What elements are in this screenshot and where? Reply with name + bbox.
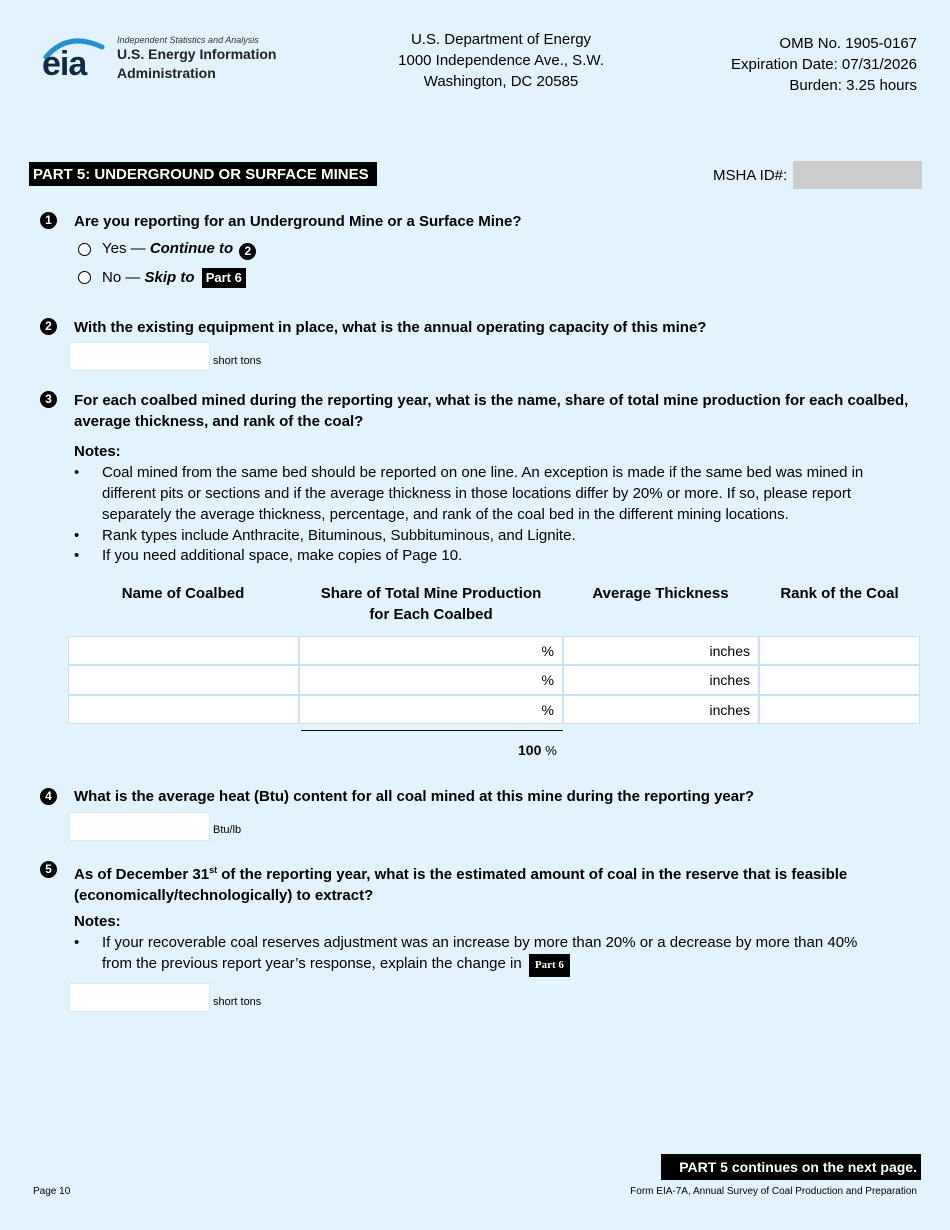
- question-5-line1: As of December 31st of the reporting year, what is the estimated amount of coal in the reserve that is feasible: [74, 865, 848, 883]
- heat-content-input[interactable]: [69, 812, 210, 841]
- agency-address-line1: 1000 Independence Ave., S.W.: [398, 52, 604, 69]
- reserve-input[interactable]: [69, 983, 210, 1012]
- share-unit-3: %: [541, 702, 554, 718]
- share-total-unit: %: [545, 743, 557, 758]
- logo-tagline: Independent Statistics and Analysis: [117, 35, 259, 45]
- question-number-5: 5: [40, 861, 57, 878]
- thickness-input-3[interactable]: [563, 695, 759, 724]
- question-number-1: 1: [40, 212, 57, 229]
- radio-yes[interactable]: [78, 243, 91, 256]
- agency-dept: U.S. Department of Energy: [410, 31, 592, 48]
- rank-input-3[interactable]: [759, 695, 920, 724]
- option-yes-label: Yes —: [102, 240, 150, 257]
- continues-banner: PART 5 continues on the next page.: [661, 1154, 921, 1180]
- capacity-unit: short tons: [213, 355, 262, 367]
- col-header-name: Name of Coalbed: [121, 585, 245, 602]
- option-yes-action: Continue to: [149, 240, 234, 257]
- page-number: Page 10: [33, 1186, 71, 1197]
- col-header-rank: Rank of the Coal: [780, 585, 899, 602]
- thickness-unit-2: inches: [709, 672, 750, 688]
- logo-name-line2: Administration: [117, 65, 216, 81]
- share-total-value: 100: [518, 742, 542, 758]
- agency-address: [360, 29, 642, 92]
- share-unit-1: %: [541, 643, 554, 659]
- continue-to-2-badge: 2: [239, 243, 256, 260]
- eia-logo: [40, 33, 110, 81]
- rank-input-2[interactable]: [759, 665, 920, 695]
- option-yes: [102, 240, 256, 260]
- coalbed-table: [68, 636, 920, 724]
- q3-note-2: • Rank types include Anthracite, Bituminous, Subbituminous, and Lignite.: [74, 527, 576, 544]
- q5-note-1-line1: If your recoverable coal reserves adjustment was an increase by more than 20% or a decrease by more than 40%: [102, 934, 858, 951]
- question-1-text: Are you reporting for an Underground Mine or a Surface Mine?: [74, 213, 522, 230]
- msha-id-input[interactable]: [793, 161, 922, 189]
- coalbed-name-input-3[interactable]: [68, 695, 299, 724]
- option-no: [102, 268, 246, 288]
- thickness-input-1[interactable]: [563, 636, 759, 665]
- question-number-4: 4: [40, 788, 57, 805]
- option-no-label: No —: [102, 269, 145, 286]
- q3-notes-label: Notes:: [74, 443, 121, 460]
- msha-label: MSHA ID#:: [713, 167, 788, 184]
- question-3-line2: average thickness, and rank of the coal?: [74, 413, 364, 430]
- question-4-text: What is the average heat (Btu) content for all coal mined at this mine during the reporting year?: [74, 788, 755, 805]
- share-input-3[interactable]: [299, 695, 563, 724]
- capacity-input[interactable]: [69, 342, 210, 371]
- q3-note-3-text: If you need additional space, make copies of Page 10.: [102, 547, 463, 564]
- heat-content-unit: Btu/lb: [213, 824, 242, 836]
- logo-name-line1: U.S. Energy Information: [117, 46, 277, 62]
- coalbed-name-input-2[interactable]: [68, 665, 299, 695]
- thickness-unit-1: inches: [709, 643, 750, 659]
- omb-number: OMB No. 1905-0167: [779, 35, 917, 52]
- question-2-text: With the existing equipment in place, what is the annual operating capacity of this mine?: [74, 319, 707, 336]
- option-no-action: Skip to: [144, 269, 195, 286]
- coalbed-name-input-1[interactable]: [68, 636, 299, 665]
- q3-note-1-line3: separately the average thickness, percentage, and rank of the coal bed in the different mining locations.: [102, 506, 789, 523]
- question-number-3: 3: [40, 391, 57, 408]
- col-header-share: [300, 583, 562, 625]
- thickness-input-2[interactable]: [563, 665, 759, 695]
- q3-note-2-text: Rank types include Anthracite, Bituminous, Subbituminous, and Lignite.: [102, 527, 576, 544]
- skip-to-part6-badge: Part 6: [202, 268, 246, 288]
- col-header-share-line1: Share of Total Mine Production: [320, 585, 542, 602]
- expiration-date: Expiration Date: 07/31/2026: [731, 56, 917, 73]
- radio-no[interactable]: [78, 271, 91, 284]
- rank-input-1[interactable]: [759, 636, 920, 665]
- total-divider: [301, 730, 563, 731]
- question-5-text: [74, 860, 847, 906]
- q3-note-1: • Coal mined from the same bed should be reported on one line. An exception is made if the same bed was mined in different pits or sections and if the average thickness in those locations differ by 20% or more. If so, please report separately the average thickness, percentage, and rank of the coal bed in the different mining locations.: [74, 464, 864, 523]
- part-title: PART 5: UNDERGROUND OR SURFACE MINES: [29, 162, 377, 186]
- q5-note-1: • If your recoverable coal reserves adjustment was an increase by more than 20% or a decrease by more than 40% from the previous report year’s response, explain the change in Part 6: [74, 932, 857, 977]
- reserve-unit: short tons: [213, 996, 262, 1008]
- q5-note-1-line2: from the previous report year’s response, explain the change in Part 6: [102, 953, 857, 977]
- share-total: [518, 742, 557, 758]
- share-unit-2: %: [541, 672, 554, 688]
- question-5-line2: (economically/technologically) to extract?: [74, 887, 374, 904]
- q3-note-1-line1: Coal mined from the same bed should be reported on one line. An exception is made if the same bed was mined in: [102, 464, 864, 481]
- eia-logo-text: eia: [42, 45, 87, 83]
- question-3-text: [74, 390, 908, 432]
- burden: Burden: 3.25 hours: [789, 77, 917, 94]
- question-number-2: 2: [40, 318, 57, 335]
- question-3-line1: For each coalbed mined during the reporting year, what is the name, share of total mine production for each coalbed,: [74, 392, 909, 409]
- omb-info: [617, 33, 917, 96]
- agency-address-line2: Washington, DC 20585: [423, 73, 579, 90]
- part6-inline-badge: Part 6: [529, 954, 570, 977]
- q3-note-3: • If you need additional space, make copies of Page 10.: [74, 547, 463, 564]
- thickness-unit-3: inches: [709, 702, 750, 718]
- col-header-share-line2: for Each Coalbed: [369, 606, 493, 623]
- col-header-thickness: Average Thickness: [592, 585, 729, 602]
- q3-note-1-line2: different pits or sections and if the average thickness in those locations differ by 20% or more. If so, please report: [102, 485, 852, 502]
- share-input-1[interactable]: [299, 636, 563, 665]
- form-name: Form EIA-7A, Annual Survey of Coal Production and Preparation: [630, 1186, 917, 1197]
- share-input-2[interactable]: [299, 665, 563, 695]
- q5-notes-label: Notes:: [74, 913, 121, 930]
